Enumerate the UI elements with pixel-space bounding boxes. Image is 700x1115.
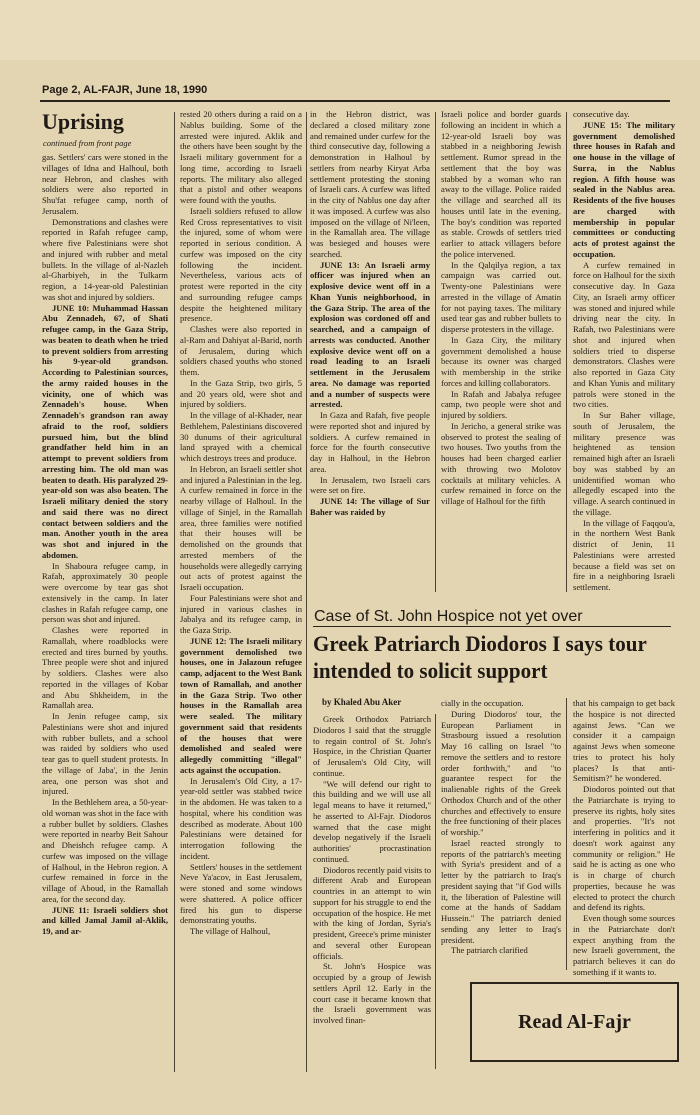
paragraph: cially in the occupation. — [441, 698, 524, 708]
patriarch-column-3 — [573, 698, 675, 978]
paragraph: Israel reacted strongly to reports of the patriarch's meeting with Syria's president and of a letter by the patriarch to Iraq's president saying that "if God wills it, the liberation of Palestine will come at the hands of Saddam Hussein." The patriarch denied sending any letter to Iraq's president. — [441, 837, 561, 945]
patriarch-column-1 — [313, 714, 431, 1026]
kicker-rule — [313, 626, 671, 627]
paragraph: Israeli soldiers refused to allow Red Cross representatives to visit the injured, some of whom were reported in serious condition. A curfew was imposed on the city following the incident. Nevertheless, various acts of protest were reported in the city and surrounding refugee camps despite the heightened military presence. — [180, 205, 302, 324]
paragraph: Settlers' houses in the settlement Neve Ya'acov, in East Jerusalem, were stoned and some windows were shattered. A police officer fired his gun to disperse demonstrating youths. — [180, 861, 302, 926]
column-rule — [174, 112, 175, 1072]
byline: by Khaled Abu Aker — [322, 697, 402, 707]
paragraph: Greek Orthodox Patriarch Diodoros I said that the struggle to regain control of St. John's Hospice, in the Christian Quarter of Jerusalem's Old City, will continue. — [313, 714, 431, 778]
paragraph: Clashes were reported in Ramallah, where roadblocks were erected and tires burned by youths. Three people were shot and injured by soldiers. Clashes were also reported in the villages of Kobar and Abu Shkheidem, in the Ramallah area. — [42, 625, 168, 711]
paragraph: Clashes were also reported in al-Ram and Dahiyat al-Barid, north of Jerusalem, during which soldiers chased youths who stoned them. — [180, 324, 302, 377]
paragraph: In Gaza City, the military government demolished a house because its owner was charged with membership in the strike forces and killing collaborators. — [441, 334, 561, 388]
uprising-column-4 — [441, 109, 561, 507]
paragraph: Israeli police and border guards following an incident in which a 12-year-old Israeli boy was stabbed in a neighboring Jewish settlement. Rumor spread in the settlement that the boy was stabbed by a woman who ran away to the village. Police raided the village and searched all its houses until late in the evening. The boy's condition was reported as stable. Crowds of settlers tried earlier to attack villagers before the police intervened. — [441, 109, 561, 259]
column-rule — [566, 698, 567, 970]
paragraph: The village of Halhoul, — [190, 926, 271, 936]
paragraph: In Shaboura refugee camp, in Rafah, approximately 30 people were overcome by tear gas shot extensively in the camp. In later clashes in Rafah refugee camp, one person was shot and injured. — [42, 560, 168, 625]
top-margin — [0, 0, 700, 60]
paragraph: In Jericho, a general strike was observed to protest the sealing of two houses. Two youths from the houses had been charged earlier with throwing two Molotov cocktails at military vehicles. A curfew remained in force on the village of Halhoul for the fifth — [441, 420, 561, 506]
paragraph: that his campaign to get back the hospice is not directed against Jews. "Can we consider it a campaign against Jews when someone tries to protect his holy places? Is that anti-Semitism?" he wondered. — [573, 698, 675, 784]
header-rule — [40, 100, 670, 102]
paragraph: In Jerusalem's Old City, a 17-year-old settler was stabbed twice in the abdomen. He was taken to a hospital, where his condition was described as moderate. About 100 Palestinians were detained for interrogation following the incident. — [180, 775, 302, 861]
column-rule — [435, 112, 436, 592]
paragraph: In Hebron, an Israeli settler shot and injured a Palestinian in the leg. A curfew remained in force in the nearby village of Halhoul. In the village of Sinjel, in the Ramallah area, three families were notified that their houses will be demolished on the grounds that arrested members of the households were allegedly carrying out acts of protest against the Israeli occupation. — [180, 463, 302, 592]
paragraph: in the Hebron district, was declared a closed military zone and remained under curfew for the third consecutive day, following a demonstration in Halhoul by settlers from nearby Kiryat Arba settlement protesting the stoning of Israeli cars. A curfew was lifted in the city of Nablus one day after it was imposed. A curfew was also imposed on the village of Ni'leen, in the Ramallah area. The village was besieged and houses were searched. — [310, 109, 430, 259]
paragraph: In the Gaza Strip, two girls, 5 and 20 years old, were shot and injured by soldiers. — [180, 377, 302, 410]
paragraph: In Sur Baher village, south of Jerusalem, the military presence was heightened as tension remained high after an Israeli boy was stabbed by an unidentified woman who allegedly escaped into the village. A search continued in the village. — [573, 410, 675, 517]
patriarch-headline: Greek Patriarch Diodoros I says tour intended to solicit support — [313, 631, 647, 683]
paragraph: JUNE 10: Muhammad Hassan Abu Zennadeh, 67, of Shati refugee camp, in the Gaza Strip, was beaten to death when he tried to prevent soldiers from arresting his 9-year-old grandson. According to Palestinian sources, the army raided houses in the vicinity, one of which was Zennadeh's house. When Zennadeh's grandson ran away afraid to the roof, soldiers pursued him, but the blind grandfather held him in an attempt to prevent soldiers from arresting him. The old man was beaten to death. His paralyzed 29-year-old son was also beaten. The Israeli military denied the story and said there was no direct contact between soldiers and the man. Another youth in the area was shot and injured in the abdomen. — [42, 302, 168, 560]
read-al-fajr-box — [470, 982, 679, 1062]
paragraph: Diodoros recently paid visits to different Arab and European countries in an attempt to win support for his struggle to end the occupation of the hospice. He met with the king of Jordan, Syria's president, Greece's prime minister and several other European officials. — [313, 864, 431, 961]
paragraph: St. John's Hospice was occupied by a group of Jewish settlers April 12. Early in the court case it became known that the Israeli government was involved finan- — [313, 961, 431, 1025]
patriarch-column-2 — [441, 698, 561, 956]
page-folio: Page 2, AL-FAJR, June 18, 1990 — [42, 84, 208, 96]
paragraph: JUNE 11: Israeli soldiers shot and killed Jamal Jamil al-Aklik, 19, and ar- — [42, 904, 168, 936]
uprising-column-2 — [180, 109, 302, 937]
paragraph: In Rafah and Jabalya refugee camp, two people were shot and injured by soldiers. — [441, 388, 561, 420]
uprising-column-3 — [310, 109, 430, 518]
paragraph: consecutive day. — [573, 109, 630, 119]
paragraph: In the Qalqilya region, a tax campaign was carried out. Twenty-one Palestinians were arrested in the village of Amatin for not paying taxes. The military used tear gas and rubber bullets to disperse protesters in the village. — [441, 259, 561, 334]
paragraph: During Diodoros' tour, the European Parliament in Strasbourg issued a resolution May 16 calling on Israel "to remove the settlers and to restore order forthwith," and "to guarantee respect for the inalienable rights of the Greek Orthodox Church and of the other churches and effectively to ensure the free functioning of their places of worship." — [441, 708, 561, 837]
paragraph: JUNE 14: The village of Sur Baher was raided by — [310, 496, 430, 517]
paragraph: In the village of al-Khader, near Bethlehem, Palestinians discovered 30 dunums of their agricultural land sprayed with a chemical which destroys trees and produce. — [180, 410, 302, 463]
paragraph: JUNE 15: The military government demolished three houses in Rafah and one house in the village of Surra, in the Nablus region. A fifth house was sealed in the Nablus area. Residents of the five houses are charged with membership in popular committees or conducting acts of protest against the occupation. — [573, 119, 675, 259]
column-rule — [306, 112, 307, 1072]
paragraph: Diodoros pointed out that the Patriarchate is trying to preserve its rights, holy sites and properties. "It's not interfering in politics and it doesn't work against any community or religion." He said he is acting as one who is in charge of church properties, because he was elected to protect the church and defend its rights. — [573, 784, 675, 913]
promo-text: Read Al-Fajr — [518, 1010, 631, 1033]
paragraph: In the Bethlehem area, a 50-year-old woman was shot in the face with a rubber bullet by soldiers. Clashes were reported in nearby Beit Sahour and Dheishch refugee camp. A curfew was imposed on the village of Halhoul, in the Hebron region. A curfew remained in force in the village of Aboud, in the Ramallah area, for the second day. — [42, 797, 168, 904]
uprising-column-1 — [42, 152, 168, 937]
story-kicker: Case of St. John Hospice not yet over — [314, 608, 583, 625]
paragraph: rested 20 others during a raid on a Nablus building. Some of the arrested were injured. Aklik and the others have been sought by the Israeli military government for a long time, according to Israeli reports. The military also alleged that a pistol and other weapons were found with the youths. — [180, 109, 302, 205]
uprising-column-5 — [573, 109, 675, 593]
paragraph: Demonstrations and clashes were reported in Rafah refugee camp, where five Palestinians were shot and injured with rubber and metal bullets. In the village of al-Nazleh al-Gharbiyeh, in the Tulkarm region, a 14-year-old Palestinian was shot and injured by soldiers. — [42, 216, 168, 302]
paragraph: "We will defend our right to this building and we will use all legal means to have it returned," he asserted to Al-Fajr. Diodoros warned that the case might develop negatively if the Israeli authorities' procrastination continued. — [313, 778, 431, 864]
column-rule — [435, 714, 436, 1069]
continued-note: continued from front page — [43, 138, 132, 148]
paragraph: In the village of Faqqou'a, in the northern West Bank district of Jenin, 11 Palestinians were arrested because a field was set on fire in a neighboring Israeli settlement. — [573, 517, 675, 592]
paragraph: In Gaza and Rafah, five people were reported shot and injured by soldiers. A curfew remained in force for the fourth consecutive day in Halhoul, in the Hebron area. — [310, 410, 430, 474]
paragraph: Four Palestinians were shot and injured in various clashes in Jabalya and its refugee camp, in the Gaza Strip. — [180, 592, 302, 635]
paragraph: JUNE 13: An Israeli army officer was injured when an explosive device went off in a Khan Yunis neighborhood, in the Gaza Strip. The area of the explosion was cordoned off and searched, and a campaign of arrests was conducted. Another explosive device went off on a road leading to an Israeli settlement in the Jerusalem area. No damage was reported and a number of suspects were arrested. — [310, 259, 430, 410]
paragraph: The patriarch clarified — [451, 945, 528, 956]
paragraph: In Jenin refugee camp, six Palestinians were shot and injured with rubber bullets, and a school was raided by soldiers who used tear gas to quell student protests. In the village of Jaba', in the Jenin area, one person was shot and injured. — [42, 711, 168, 797]
paragraph: JUNE 12: The Israeli military government demolished two houses, one in Jalazoun refugee camp, adjacent to the West Bank town of Ramallah, and another in the Gaza Strip. Two other houses in the Ramallah area were sealed. The military government said that residents of the houses that were demolished and sealed were allegedly committing "illegal" acts against the occupation. — [180, 635, 302, 775]
paragraph: gas. Settlers' cars were stoned in the villages of Idna and Halhoul, both near Hebron, and clashes with soldiers were also reported in Shu'fat refugee camp, north of Jerusalem. — [42, 152, 168, 216]
paragraph: Even though some sources in the Patriarchate don't expect anything from the new Israeli government, the patriarch believes it can do something if it wants to. — [573, 913, 675, 977]
uprising-headline: Uprising — [42, 109, 124, 134]
paragraph: A curfew remained in force on Halhoul for the sixth consecutive day. In Gaza City, an Israeli army officer was stoned and injured while driving near the city. In Rafah, two Palestinians were shot and injured when soldiers tried to disperse demonstrators. Clashes were also reported in Gaza City and Khan Yunis and military patrols were stoned in the two cities. — [573, 259, 675, 410]
column-rule — [566, 112, 567, 592]
paragraph: In Jerusalem, two Israeli cars were set on fire. — [310, 474, 430, 496]
